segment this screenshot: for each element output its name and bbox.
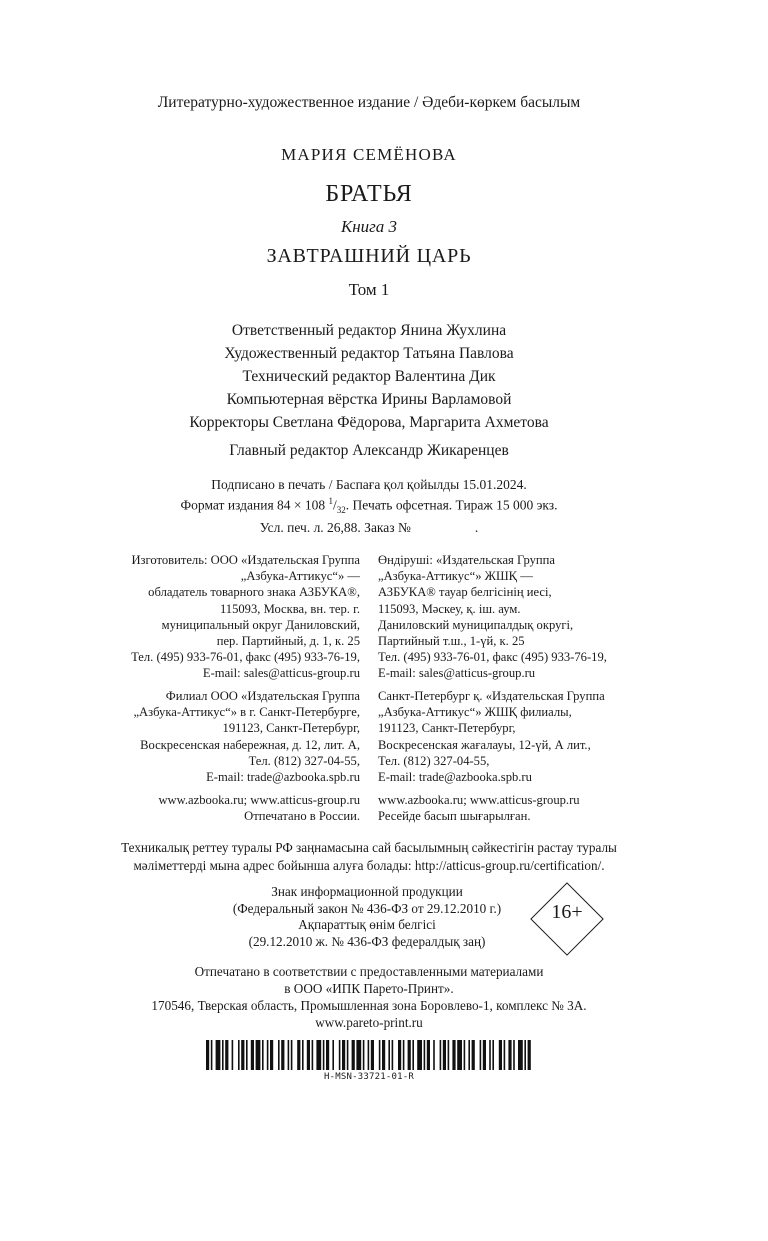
barcode-bar xyxy=(433,1040,435,1070)
credit-line: Художественный редактор Татьяна Павлова xyxy=(224,345,514,362)
barcode-bar xyxy=(403,1040,405,1070)
sheets-order: Усл. печ. л. 26,88. Заказ № . xyxy=(259,520,479,536)
barcode-bar xyxy=(356,1040,361,1070)
branch-line: Воскресенская набережная, д. 12, лит. А, xyxy=(140,737,360,752)
publisher-left xyxy=(86,552,360,682)
publisher-line: пер. Партийный, д. 1, к. 25 xyxy=(216,634,360,649)
book-subtitle: ЗАВТРАШНИЙ ЦАРЬ xyxy=(266,245,472,267)
barcode-bar xyxy=(371,1040,374,1070)
barcode-bar xyxy=(508,1040,511,1070)
age-rating: 16+ xyxy=(551,901,583,923)
barcode-bar xyxy=(492,1040,494,1070)
barcode-bar xyxy=(216,1040,221,1070)
barcode-bar xyxy=(468,1040,470,1070)
publisher-line: 115093, Мәскеу, қ. іш. аум. xyxy=(378,601,521,616)
barcode-bar xyxy=(225,1040,228,1070)
printed-in: Отпечатано в России. xyxy=(244,809,360,824)
barcode-bar xyxy=(323,1040,325,1070)
info-sign-line: Знак информационной продукции xyxy=(271,884,463,899)
printing-line: в ООО «ИПК Парето-Принт». xyxy=(284,981,454,996)
credit-line: Ответственный редактор Янина Жухлина xyxy=(231,322,507,339)
publisher-line: Даниловский муниципалдық округі, xyxy=(378,617,574,632)
barcode-bar xyxy=(424,1040,426,1070)
info-sign-line: Ақпараттық өнім белгісі xyxy=(298,917,436,932)
publisher-line: E-mail: sales@atticus-group.ru xyxy=(202,666,360,681)
barcode-bar xyxy=(528,1040,531,1070)
barcode-bar xyxy=(472,1040,475,1070)
barcode-bar xyxy=(464,1040,466,1070)
barcode-bar xyxy=(206,1040,209,1070)
printing-line: www.pareto-print.ru xyxy=(315,1015,423,1030)
publisher-line: E-mail: sales@atticus-group.ru xyxy=(378,666,536,681)
barcode-bar xyxy=(251,1040,254,1070)
barcode-bar xyxy=(326,1040,329,1070)
barcode-bar xyxy=(480,1040,482,1070)
barcode-bar xyxy=(222,1040,224,1070)
credit-line: Компьютерная вёрстка Ирины Варламовой xyxy=(226,391,512,408)
barcode-bar xyxy=(483,1040,486,1070)
publisher-line: Изготовитель: ООО «Издательская Группа xyxy=(131,553,360,567)
branch-left xyxy=(86,688,360,785)
tech-regulation xyxy=(0,839,738,875)
credit-line: Корректоры Светлана Фёдорова, Маргарита Ахметова xyxy=(189,414,549,431)
barcode-bar xyxy=(518,1040,523,1070)
barcode-bar xyxy=(412,1040,414,1070)
barcode-bar xyxy=(398,1040,401,1070)
barcode-bar xyxy=(513,1040,515,1070)
branch-line: 191123, Санкт-Петербург, xyxy=(222,721,360,736)
barcode-bar xyxy=(408,1040,411,1070)
barcode-bar xyxy=(297,1040,300,1070)
branch-line: „Азбука-Аттикус“» в г. Санкт-Петербурге, xyxy=(133,705,360,720)
barcode-bar xyxy=(363,1040,365,1070)
barcode-bar xyxy=(288,1040,290,1070)
branch-line: Санкт-Петербург қ. «Издательская Группа xyxy=(378,689,605,703)
branch-line: E-mail: trade@azbooka.spb.ru xyxy=(378,770,532,785)
web-right xyxy=(378,792,668,824)
credit-line: Технический редактор Валентина Дик xyxy=(242,368,496,385)
barcode-bar xyxy=(379,1040,381,1070)
branch-line: 191123, Санкт-Петербург, xyxy=(378,721,516,736)
barcode-bar xyxy=(448,1040,450,1070)
barcode-bar xyxy=(443,1040,446,1070)
book-number: Книга 3 xyxy=(340,217,398,236)
printing-info xyxy=(0,963,738,1031)
barcode-bar xyxy=(368,1040,370,1070)
publisher-line: 115093, Москва, вн. тер. г. xyxy=(219,601,360,616)
barcode xyxy=(206,1040,532,1070)
barcode-bar xyxy=(499,1040,502,1070)
barcode-bar xyxy=(211,1040,213,1070)
barcode-bar xyxy=(238,1040,240,1070)
signed-to-print: Подписано в печать / Баспаға қол қойылды 15.01.2024. xyxy=(211,477,527,492)
barcode-bar xyxy=(452,1040,455,1070)
branch-line: Воскресенская жағалауы, 12-үй, А лит., xyxy=(378,737,591,752)
barcode-bar xyxy=(270,1040,273,1070)
printing-line: Отпечатано в соответствии с предоставленными материалами xyxy=(194,964,544,979)
author-name: МАРИЯ СЕМЁНОВА xyxy=(281,145,457,164)
format-line: Формат издания 84 × 108 $^1/_{32}$. Печать офсетная. Тираж 15 000 экз. xyxy=(180,496,558,516)
barcode-bar xyxy=(347,1040,349,1070)
publisher-line: Тел. (495) 933-76-01, факс (495) 933-76-19, xyxy=(378,650,607,665)
barcode-bar xyxy=(262,1040,264,1070)
volume-number: Том 1 xyxy=(348,280,390,299)
barcode-bar xyxy=(232,1040,234,1070)
barcode-bar xyxy=(392,1040,394,1070)
barcode-bar xyxy=(241,1040,244,1070)
info-sign-line: (Федеральный закон № 436-ФЗ от 29.12.2010 г.) xyxy=(232,900,502,916)
chief-editor: Главный редактор Александр Жикаренцев xyxy=(229,442,509,459)
website-line: www.azbooka.ru; www.atticus-group.ru xyxy=(158,793,360,807)
barcode-bar xyxy=(457,1040,462,1070)
barcode-bar xyxy=(291,1040,293,1070)
barcode-bar xyxy=(489,1040,491,1070)
publisher-line: обладатель товарного знака АЗБУКА®, xyxy=(148,585,360,600)
barcode-bar xyxy=(312,1040,314,1070)
branch-line: Тел. (812) 327-04-55, xyxy=(378,753,490,768)
barcode-number: H-MSN-33721-01-R xyxy=(324,1072,414,1082)
book-title: БРАТЬЯ xyxy=(325,181,413,207)
barcode-bar xyxy=(281,1040,284,1070)
printing-line: 170546, Тверская область, Промышленная зона Боровлево-1, комплекс № 3А. xyxy=(151,998,587,1013)
barcode-bar xyxy=(388,1040,390,1070)
edition-type: Литературно-художественное издание / Әдеби-көркем басылым xyxy=(157,94,581,111)
publisher-line: Өндіруші: «Издательская Группа xyxy=(378,553,555,567)
publisher-line: АЗБУКА® тауар белгісінің иесі, xyxy=(378,585,552,600)
barcode-bar xyxy=(440,1040,442,1070)
print-info xyxy=(0,476,738,536)
barcode-bar xyxy=(342,1040,345,1070)
branch-line: Тел. (812) 327-04-55, xyxy=(248,753,360,768)
barcode-bar xyxy=(307,1040,310,1070)
publisher-line: муниципальный округ Даниловский, xyxy=(161,617,360,632)
publisher-right xyxy=(378,552,668,682)
barcode-bar xyxy=(427,1040,430,1070)
branch-line: E-mail: trade@azbooka.spb.ru xyxy=(206,770,360,785)
branch-line: „Азбука-Аттикус“» ЖШҚ филиалы, xyxy=(378,705,572,720)
barcode-bar xyxy=(302,1040,304,1070)
tech-line: мәліметтерді мына адрес бойынша алуға болады: http://atticus-group.ru/certification/. xyxy=(133,858,605,873)
barcode-bar xyxy=(339,1040,341,1070)
info-sign xyxy=(200,884,534,950)
publisher-line: Партийный т.ш., 1-үй, к. 25 xyxy=(378,634,525,649)
barcode-bar xyxy=(316,1040,321,1070)
barcode-bar xyxy=(256,1040,261,1070)
barcode-bar xyxy=(246,1040,248,1070)
barcode-bar xyxy=(332,1040,334,1070)
barcode-bar xyxy=(417,1040,422,1070)
publisher-line: „Азбука-Аттикус“» ЖШҚ — xyxy=(378,569,533,584)
barcode-bar xyxy=(504,1040,506,1070)
barcode-bar xyxy=(524,1040,526,1070)
branch-right xyxy=(378,688,668,785)
barcode-bar xyxy=(352,1040,355,1070)
info-sign-line: (29.12.2010 ж. № 436-ФЗ федералдық заң) xyxy=(248,933,486,949)
barcode-bar xyxy=(278,1040,280,1070)
web-left xyxy=(86,792,360,824)
branch-line: Филиал ООО «Издательская Группа xyxy=(165,689,360,703)
barcode-bar xyxy=(267,1040,269,1070)
tech-line: Техникалық реттеу туралы РФ заңнамасына сай басылымның сәйкестігін растау туралы xyxy=(121,840,617,855)
publisher-line: Тел. (495) 933-76-01, факс (495) 933-76-19, xyxy=(131,650,360,665)
credits-block xyxy=(0,319,738,434)
website-line: www.azbooka.ru; www.atticus-group.ru xyxy=(378,793,580,807)
barcode-bar xyxy=(382,1040,385,1070)
publisher-line: „Азбука-Аттикус“» — xyxy=(240,569,360,584)
printed-in: Ресейде басып шығарылған. xyxy=(378,809,531,824)
